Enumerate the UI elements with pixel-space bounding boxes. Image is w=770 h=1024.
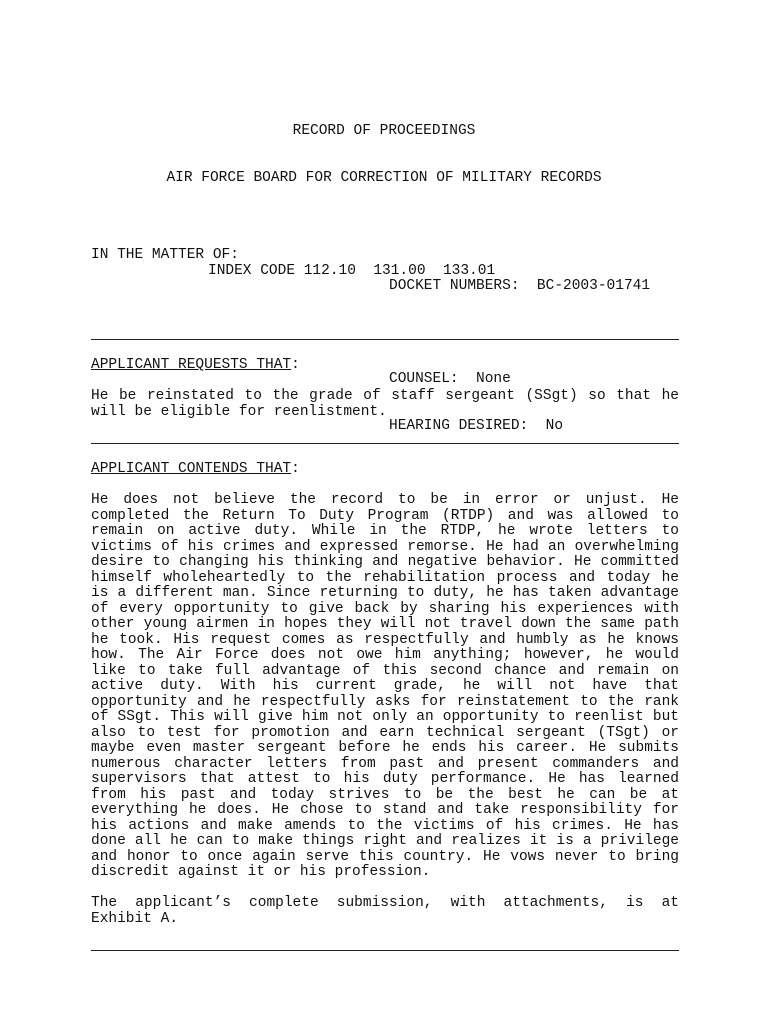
docket-numbers: DOCKET NUMBERS: BC-2003-01741 (389, 278, 651, 294)
contends-paragraph: He does not believe the record to be in error or unjust. He completed the Return To Duty Program (RTDP) and was allowed to remain on active duty. While in the RTDP, he wrote letters to victims of his crimes and expressed remorse. He had an overwhelming desire to changing his thinking and negative behavior. He committed himself wholeheartedly to the rehabilitation process and today he is a different man. Since returning to duty, he has taken advantage of every opportunity to give back by sharing his experiences with other young airmen in hopes they will not travel down the same path he took. His request comes as respectfully and humbly as he knows how. The Air Force does not owe him anything; however, he would like to take full advantage of this second chance and remain on active duty. With his current grade, he will not have that opportunity and he respectfully asks for reinstatement to the rank of SSgt. This will give him not only an opportunity to reenlist but also to test for promotion and earn technical sergeant (TSgt) or maybe even master sergeant before he ends his career. He submits numerous character letters from past and present commanders and supervisors that attest to his duty performance. He has learned from his past and today strives to be the best he can be at everything he does. He chose to stand and take responsibility for his actions and make amends to the victims of his crimes. He has done all he can to make things right and realizes it is a privilege and honor to once again serve this country. He vows never to bring discredit against it or his profession. (91, 492, 679, 880)
contends-heading-text: APPLICANT CONTENDS THAT (91, 461, 292, 477)
record-title: RECORD OF PROCEEDINGS (292, 123, 476, 139)
matter-label: IN THE MATTER OF: (91, 247, 239, 263)
docket-details (389, 248, 650, 465)
contends-heading-colon: : (291, 461, 300, 477)
index-code: INDEX CODE 112.10 131.00 133.01 (208, 262, 496, 279)
board-title: AIR FORCE BOARD FOR CORRECTION OF MILITARY RECORDS (166, 169, 602, 186)
requests-paragraph: He be reinstated to the grade of staff sergeant (SSgt) so that he will be eligible for reenlistment. (91, 388, 679, 420)
document-page (91, 93, 679, 951)
document-header (89, 93, 679, 217)
submission-paragraph: The applicant’s complete submission, with attachments, is at Exhibit A. (91, 895, 679, 927)
requests-heading-colon: : (291, 357, 300, 373)
hearing-desired: HEARING DESIRED: No (389, 417, 564, 434)
counsel: COUNSEL: None (389, 371, 511, 387)
requests-heading-text: APPLICANT REQUESTS THAT (91, 357, 292, 373)
divider-line (91, 950, 679, 951)
